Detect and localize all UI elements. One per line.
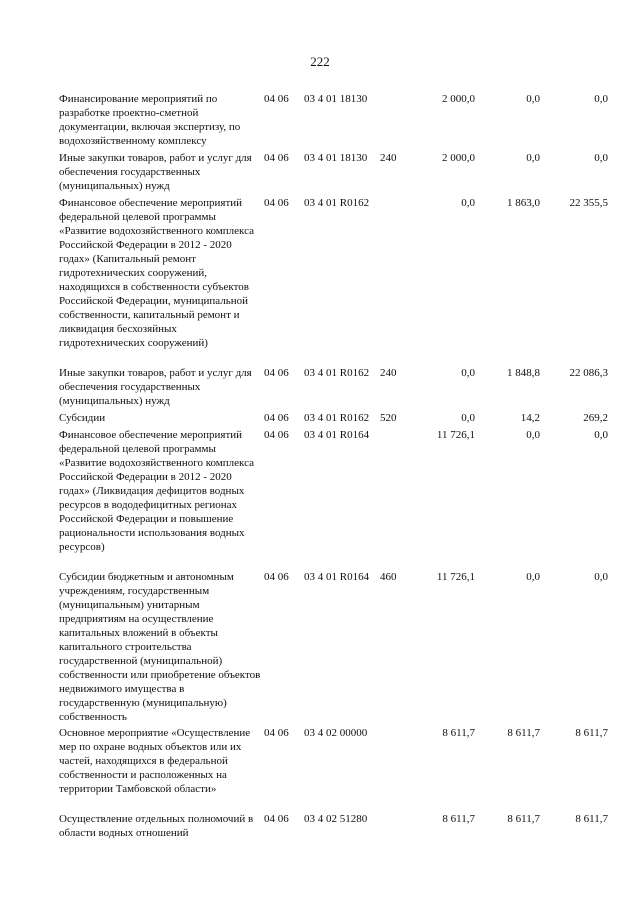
row-section-code: 04 06	[264, 813, 289, 825]
row-value-3: 0,0	[594, 571, 608, 583]
row-value-3: 0,0	[594, 93, 608, 105]
row-name: Субсидии	[59, 412, 106, 424]
row-value-2: 8 611,7	[507, 813, 540, 825]
row-section-code: 04 06	[264, 367, 289, 379]
row-value-1: 0,0	[461, 197, 475, 209]
row-name: Иные закупки товаров, работ и услуг для обеспечения государственных (муниципальных) нужд	[59, 367, 252, 407]
row-value-3: 22 086,3	[569, 367, 608, 379]
row-target-article: 03 4 01 R0162	[304, 197, 370, 209]
row-value-3: 269,2	[583, 412, 608, 424]
row-value-2: 0,0	[526, 429, 540, 441]
row-target-article: 03 4 01 18130	[304, 152, 368, 164]
row-target-article: 03 4 01 R0164	[304, 429, 370, 441]
row-value-3: 22 355,5	[569, 197, 608, 209]
row-section-code: 04 06	[264, 429, 289, 441]
row-section-code: 04 06	[264, 571, 289, 583]
row-value-3: 8 611,7	[575, 727, 608, 739]
row-section-code: 04 06	[264, 152, 289, 164]
row-name: Иные закупки товаров, работ и услуг для обеспечения государственных (муниципальных) нужд	[59, 152, 252, 192]
row-name: Осуществление отдельных полномочий в области водных отношений	[59, 813, 254, 839]
row-section-code: 04 06	[264, 197, 289, 209]
row-name: Основное мероприятие «Осуществление мер по охране водных объектов или их частей, находящихся в федеральной собственности и расположенных на территории Тамбовской области»	[59, 727, 251, 795]
row-name: Финансирование мероприятий по разработке проектно-сметной документации, включая экспертизу, по водохозяйственному комплексу	[59, 93, 241, 147]
row-value-2: 8 611,7	[507, 727, 540, 739]
row-expense-type: 520	[380, 412, 397, 424]
row-value-2: 0,0	[526, 571, 540, 583]
row-value-1: 11 726,1	[436, 571, 475, 583]
row-value-1: 2 000,0	[442, 152, 475, 164]
row-value-2: 0,0	[526, 93, 540, 105]
row-value-2: 1 863,0	[507, 197, 540, 209]
row-section-code: 04 06	[264, 412, 289, 424]
row-name: Финансовое обеспечение мероприятий федеральной целевой программы «Развитие водохозяйственного комплекса Российской Федерации в 2012 - 2020 годах» (Капитальный ремонт гидротехнических сооружений, находящихся в собственности субъектов Российской Федерации, муниципальной собственности, капитальный ремонт и ликвидация бесхозяйных гидротехнических сооружений)	[59, 197, 254, 349]
page-number: 222	[310, 54, 330, 69]
row-section-code: 04 06	[264, 93, 289, 105]
row-expense-type: 460	[380, 571, 397, 583]
row-value-1: 8 611,7	[442, 727, 475, 739]
row-value-3: 8 611,7	[575, 813, 608, 825]
row-expense-type: 240	[380, 152, 397, 164]
row-name: Субсидии бюджетным и автономным учреждениям, государственным (муниципальным) унитарным предприятиям на осуществление капитальных вложений в объекты капитального строительства государственной (муниципальной) собственности или приобретение объектов недвижимого имущества в государственную (муниципальную) собственность	[59, 571, 261, 723]
row-section-code: 04 06	[264, 727, 289, 739]
row-target-article: 03 4 02 51280	[304, 813, 368, 825]
row-value-3: 0,0	[594, 429, 608, 441]
row-value-1: 0,0	[461, 412, 475, 424]
row-value-2: 14,2	[520, 412, 540, 424]
row-expense-type: 240	[380, 367, 397, 379]
row-value-1: 8 611,7	[442, 813, 475, 825]
row-target-article: 03 4 01 R0162	[304, 412, 370, 424]
row-name: Финансовое обеспечение мероприятий федеральной целевой программы «Развитие водохозяйственного комплекса Российской Федерации в 2012 - 2020 годах» (Ликвидация дефицитов водных ресурсов в вододефицитных регионах Российской Федерации и повышение рациональности использования водных ресурсов)	[59, 429, 254, 553]
row-value-3: 0,0	[594, 152, 608, 164]
row-target-article: 03 4 01 R0162	[304, 367, 370, 379]
row-value-1: 11 726,1	[436, 429, 475, 441]
row-value-2: 1 848,8	[507, 367, 540, 379]
row-value-2: 0,0	[526, 152, 540, 164]
row-target-article: 03 4 02 00000	[304, 727, 368, 739]
row-target-article: 03 4 01 R0164	[304, 571, 370, 583]
row-target-article: 03 4 01 18130	[304, 93, 368, 105]
row-value-1: 0,0	[461, 367, 475, 379]
row-value-1: 2 000,0	[442, 93, 475, 105]
